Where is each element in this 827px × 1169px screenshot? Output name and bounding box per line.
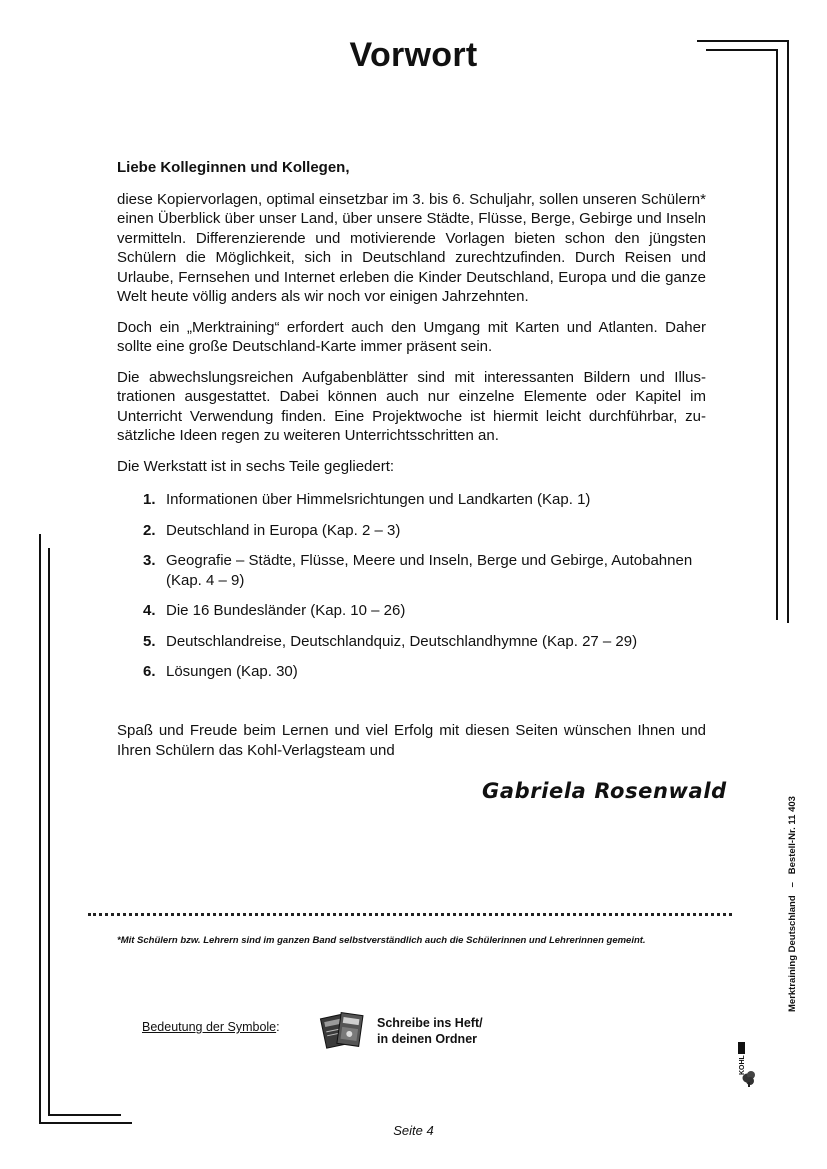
foreword-body (117, 158, 706, 693)
list-item (117, 662, 706, 682)
list-item-number: 1. (143, 491, 156, 508)
list-item-text: Informationen über Himmelsrichtungen und Landkarten (Kap. 1) (166, 491, 591, 508)
list-item (117, 632, 706, 652)
notebook-folder-icon (320, 1009, 366, 1054)
symbol-legend-label (142, 1020, 280, 1034)
list-item-number: 3. (143, 552, 156, 569)
frame-right-line (787, 40, 789, 623)
list-item (117, 551, 706, 590)
list-item-number: 4. (143, 602, 156, 619)
closing-paragraph: Spaß und Freude beim Lernen und viel Erfolg mit diesen Seiten wünschen Ihnen und Ihren Schülern das Kohl-Verlagsteam und (117, 722, 706, 759)
paragraph-maps: Doch ein „Merktraining“ erfordert auch den Umgang mit Karten und Atlanten. Daher sollte eine große Deutschland-Karte immer präsent sein. (117, 318, 706, 355)
page-title: Vorwort (349, 36, 478, 74)
list-item-number: 6. (143, 663, 156, 680)
legend-description (377, 1015, 483, 1047)
legend-text-line2: in deinen Ordner (377, 1032, 478, 1046)
dotted-divider (88, 913, 732, 916)
author-signature: Gabriela Rosenwald (482, 779, 727, 803)
list-item (117, 601, 706, 621)
list-item-number: 2. (143, 521, 156, 539)
greeting: Liebe Kolleginnen und Kollegen, (117, 159, 350, 176)
side-book-info: Merktraining Deutschland – Bestell-Nr. 11 403 (787, 796, 798, 1012)
publisher-logo (741, 1020, 771, 1093)
list-item-number: 5. (143, 632, 156, 650)
frame-left-line-inner (48, 548, 50, 1116)
chapter-list (117, 490, 706, 682)
list-item-text: Geografie – Städte, Flüsse, Meere und Inseln, Berge und Gebirge, Autobahnen (Kap. 4 – 9) (166, 552, 693, 589)
page-number: Seite 4 (393, 1123, 434, 1138)
footnote: *Mit Schülern bzw. Lehrern sind im ganzen Band selbstverständlich auch die Schülerinnen und Lehrerinnen gemeint. (117, 935, 646, 946)
frame-bottom-line-inner (48, 1114, 121, 1116)
legend-colon: : (276, 1020, 280, 1034)
frame-right-line-inner (776, 49, 778, 620)
svg-text:KOHL: KOHL (739, 1055, 746, 1075)
paragraph-intro: diese Kopiervorlagen, optimal einsetzbar im 3. bis 6. Schuljahr, sollen unseren Schülern* einen Überblick über unser Land, über unsere Städte, Flüsse, Berge, Gebirge und Inseln vermitteln. Differenzierende und motivierende Vorlagen bieten schon den jüngsten Schülern die Möglichkeit, sich in Deutschland zurechtzufinden. Durch Reisen und Urlaube, Fernsehen und Internet erleben die Kinder Deutschland, Europa und die ganze Welt heute völlig anders als wir noch vor einigen Jahrzehnten. (117, 190, 706, 305)
paragraph-structure: Die Werkstatt ist in sechs Teile gegliedert: (117, 457, 395, 475)
list-item-text: Deutschlandreise, Deutschlandquiz, Deutschlandhymne (Kap. 27 – 29) (166, 632, 638, 650)
list-item-text: Deutschland in Europa (Kap. 2 – 3) (166, 521, 401, 539)
list-item-text: Lösungen (Kap. 30) (166, 663, 298, 680)
list-item-text: Die 16 Bundesländer (Kap. 10 – 26) (166, 602, 406, 619)
list-item (117, 490, 706, 510)
legend-heading: Bedeutung der Symbole (142, 1020, 277, 1034)
legend-text-line1: Schreibe ins Heft/ (377, 1016, 483, 1030)
frame-left-line (39, 534, 41, 1124)
paragraph-worksheets: Die abwechslungsreichen Aufgabenblätter sind mit interessanten Bildern und Illustrationen ausgestattet. Dabei können auch nur einzelne Elemente oder Kapitel im Unterricht Verwendung finden. Eine Projektwoche ist hiermit leicht durchführbar, zusätzliche Ideen regen zu weiteren Unterrichtsschritten an. (117, 368, 706, 444)
list-item (117, 521, 706, 541)
